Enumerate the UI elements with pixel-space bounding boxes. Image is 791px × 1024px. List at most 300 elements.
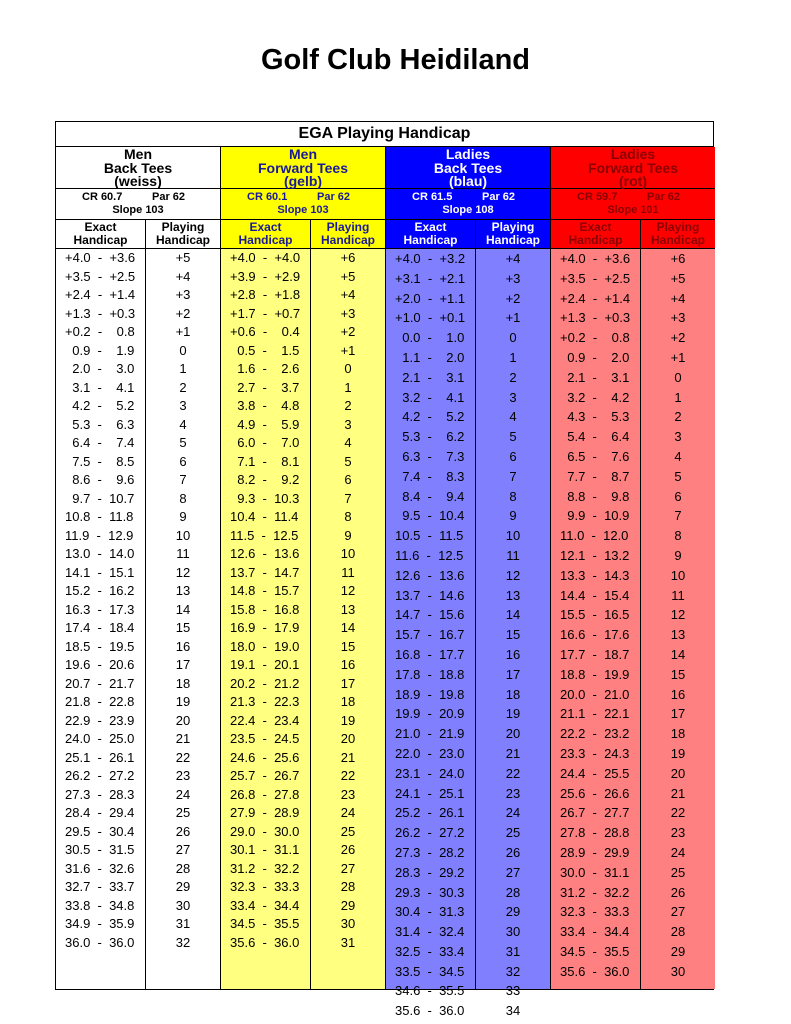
exact-handicap-range: 34.9 - 35.9 <box>65 916 135 931</box>
subheader-line: Playing <box>656 220 700 234</box>
playing-handicap-value: 31 <box>175 916 191 931</box>
playing-handicap-value: 26 <box>670 884 686 900</box>
exact-handicap-range: 15.7 - 16.7 <box>395 627 465 643</box>
exact-handicap-range: 5.3 - 6.2 <box>395 429 465 445</box>
playing-handicap-value: 19 <box>670 745 686 761</box>
playing-handicap-value: 4 <box>179 416 187 432</box>
group-heading-line: (blau) <box>448 173 488 189</box>
playing-handicap-value: 1 <box>179 361 187 376</box>
exact-handicap-range: 17.4 - 18.4 <box>65 620 135 635</box>
exact-handicap-range: 7.1 - 8.1 <box>230 453 300 469</box>
playing-handicap-value: 15 <box>505 627 521 643</box>
playing-handicap-value: 7 <box>344 490 352 506</box>
exact-handicap-range: 10.5 - 11.5 <box>395 528 464 544</box>
exact-handicap-header <box>386 220 476 248</box>
playing-handicap-value: 2 <box>509 369 517 385</box>
exact-handicap-range: 16.3 - 17.3 <box>65 601 135 617</box>
exact-handicap-range: 33.5 - 34.5 <box>395 963 465 979</box>
playing-handicap-value: 21 <box>670 785 686 801</box>
subheader-line: Handicap <box>155 233 210 247</box>
men-forward-tees-rating <box>221 189 385 220</box>
playing-handicap-value: 15 <box>340 638 356 654</box>
exact-handicap-range: 10.4 - 11.4 <box>230 509 299 524</box>
exact-handicap-range: 2.1 - 3.1 <box>395 369 465 385</box>
playing-handicap-value: 10 <box>505 528 521 544</box>
playing-handicap-value: 22 <box>340 768 356 783</box>
group-heading-line: (rot) <box>619 173 647 189</box>
playing-handicap-value: 26 <box>340 842 356 857</box>
exact-handicap-range: 22.2 - 23.2 <box>560 726 630 742</box>
subheader-line: Exact <box>414 220 447 234</box>
exact-handicap-range: 27.8 - 28.8 <box>560 825 630 841</box>
exact-handicap-range: 35.6 - 36.0 <box>560 963 630 979</box>
exact-handicap-range: 24.4 - 25.5 <box>560 765 630 781</box>
playing-handicap-value: +3 <box>175 287 191 302</box>
exact-handicap-range: 7.5 - 8.5 <box>65 453 135 469</box>
playing-handicap-value: 24 <box>505 805 521 821</box>
exact-handicap-range: 17.7 - 18.7 <box>560 646 630 662</box>
exact-handicap-range: 6.3 - 7.3 <box>395 448 465 464</box>
men-back-tees-header <box>56 147 220 189</box>
par-value: Par 62 <box>317 191 351 203</box>
playing-handicap-value: 11 <box>506 547 520 563</box>
exact-handicap-range: 2.1 - 3.1 <box>560 369 630 385</box>
exact-handicap-range: 20.0 - 21.0 <box>560 686 630 702</box>
playing-handicap-value: 5 <box>509 429 517 445</box>
playing-handicap-value: 27 <box>670 904 686 920</box>
exact-handicap-column <box>221 249 311 989</box>
exact-handicap-range: 17.8 - 18.8 <box>395 666 465 682</box>
group-heading-line: Ladies <box>610 146 656 162</box>
playing-handicap-value: 17 <box>340 675 356 691</box>
playing-handicap-value: 23 <box>175 768 191 783</box>
exact-handicap-range: 21.1 - 22.1 <box>560 706 630 722</box>
playing-handicap-value: 0 <box>674 369 682 385</box>
exact-handicap-range: 4.9 - 5.9 <box>230 416 300 432</box>
ladies-back-tees-rating <box>386 189 550 220</box>
exact-handicap-range: 15.2 - 16.2 <box>65 583 135 598</box>
exact-handicap-range: 23.5 - 24.5 <box>230 731 300 746</box>
course-rating: CR 59.7 <box>577 191 618 203</box>
course-rating: CR 60.1 <box>247 191 288 203</box>
playing-handicap-value: 24 <box>670 844 686 860</box>
exact-handicap-range: 14.4 - 15.4 <box>560 587 630 603</box>
exact-handicap-range: +1.0 - +0.1 <box>395 310 466 326</box>
playing-handicap-value: 4 <box>344 435 352 450</box>
playing-handicap-value: 16 <box>505 646 521 662</box>
playing-handicap-value: 2 <box>344 398 352 413</box>
playing-handicap-value: 21 <box>175 731 191 746</box>
playing-handicap-value: 18 <box>505 686 521 702</box>
exact-handicap-range: 9.7 - 10.7 <box>65 490 135 506</box>
exact-handicap-range: 1.6 - 2.6 <box>230 361 300 376</box>
playing-handicap-value: 11 <box>341 564 355 580</box>
playing-handicap-column <box>476 249 550 1019</box>
playing-handicap-value: 11 <box>671 587 685 603</box>
group-heading-line: Men <box>124 146 152 162</box>
playing-handicap-value: 28 <box>505 884 521 900</box>
exact-handicap-range: 25.7 - 26.7 <box>230 768 300 783</box>
playing-handicap-value: 24 <box>340 805 356 820</box>
playing-handicap-value: 17 <box>670 706 686 722</box>
exact-handicap-range: 8.8 - 9.8 <box>560 488 630 504</box>
exact-handicap-range: 3.2 - 4.2 <box>560 389 630 405</box>
playing-handicap-header <box>146 220 220 248</box>
exact-handicap-range: 6.0 - 7.0 <box>230 435 300 450</box>
exact-handicap-range: 22.9 - 23.9 <box>65 712 135 728</box>
exact-handicap-range: 32.5 - 33.4 <box>395 943 465 959</box>
playing-handicap-value: 2 <box>674 409 682 425</box>
exact-handicap-range: 13.7 - 14.6 <box>395 587 465 603</box>
exact-handicap-range: 27.9 - 28.9 <box>230 805 300 820</box>
playing-handicap-value: 8 <box>674 528 682 544</box>
playing-handicap-value: +2 <box>175 305 191 321</box>
group-heading-line: (gelb) <box>283 173 323 189</box>
playing-handicap-value: 25 <box>340 823 356 839</box>
exact-handicap-range: 23.3 - 24.3 <box>560 745 630 761</box>
slope-value: Slope 103 <box>112 204 164 216</box>
exact-handicap-header <box>221 220 311 248</box>
playing-handicap-value: 3 <box>509 389 517 405</box>
exact-handicap-range: 30.0 - 31.1 <box>560 864 630 880</box>
playing-handicap-value: 6 <box>344 472 352 487</box>
playing-handicap-value: 9 <box>509 508 517 524</box>
playing-handicap-value: 29 <box>505 904 521 920</box>
playing-handicap-value: 10 <box>670 567 686 583</box>
playing-handicap-value: 10 <box>340 546 356 561</box>
playing-handicap-value: 4 <box>509 409 517 425</box>
exact-handicap-range: 11.9 - 12.9 <box>65 527 134 543</box>
playing-handicap-value: +6 <box>670 251 686 266</box>
playing-handicap-value: 10 <box>175 527 191 543</box>
exact-handicap-range: 33.4 - 34.4 <box>560 924 630 940</box>
exact-handicap-range: 20.7 - 21.7 <box>65 675 135 691</box>
exact-handicap-range: +2.4 - +1.4 <box>560 290 631 306</box>
exact-handicap-range: 11.5 - 12.5 <box>230 527 299 543</box>
playing-handicap-value: 2 <box>179 379 187 395</box>
exact-handicap-range: 3.2 - 4.1 <box>395 389 465 405</box>
exact-handicap-range: 5.4 - 6.4 <box>560 429 630 445</box>
playing-handicap-value: 19 <box>505 706 521 722</box>
subheader-line: Handicap <box>73 233 128 247</box>
playing-handicap-value: +2 <box>505 290 521 306</box>
playing-handicap-value: 7 <box>509 468 517 484</box>
group-heading-line: Forward Tees <box>258 159 348 176</box>
playing-handicap-value: 25 <box>505 825 521 841</box>
subheader-line: Handicap <box>568 233 623 247</box>
exact-handicap-range: 22.0 - 23.0 <box>395 745 465 761</box>
ladies-back-tees-header <box>386 147 550 189</box>
playing-handicap-value: 20 <box>670 765 686 781</box>
exact-handicap-range: 32.7 - 33.7 <box>65 879 135 894</box>
exact-handicap-range: 19.9 - 20.9 <box>395 706 465 722</box>
playing-handicap-value: 30 <box>505 924 521 940</box>
subheader-line: Exact <box>249 220 282 234</box>
group-heading-line: (weiss) <box>114 173 162 189</box>
men-back-tees-body <box>56 249 220 989</box>
exact-handicap-range: 27.3 - 28.3 <box>65 786 135 802</box>
subheader-line: Handicap <box>238 233 293 247</box>
playing-handicap-value: +2 <box>340 324 356 339</box>
exact-handicap-range: 9.5 - 10.4 <box>395 508 465 524</box>
ladies-forward-tees-group <box>551 147 715 990</box>
subheader-line: Exact <box>84 220 117 234</box>
exact-handicap-range: 21.0 - 21.9 <box>395 726 465 742</box>
exact-handicap-range: 11.6 - 12.5 <box>395 547 464 563</box>
exact-handicap-range: 30.1 - 31.1 <box>230 842 300 857</box>
playing-handicap-value: 31 <box>505 943 521 959</box>
exact-handicap-range: 33.4 - 34.4 <box>230 897 300 913</box>
playing-handicap-value: 33 <box>505 983 521 999</box>
exact-handicap-range: 25.6 - 26.6 <box>560 785 630 801</box>
playing-handicap-value: 13 <box>505 587 521 603</box>
playing-handicap-value: 28 <box>340 879 356 894</box>
exact-handicap-range: 29.3 - 30.3 <box>395 884 465 900</box>
playing-handicap-value: +6 <box>340 250 356 265</box>
exact-handicap-range: 12.1 - 13.2 <box>560 547 630 563</box>
playing-handicap-value: 7 <box>179 472 187 487</box>
playing-handicap-value: 16 <box>175 638 191 654</box>
exact-handicap-range: 18.8 - 19.9 <box>560 666 630 682</box>
exact-handicap-range: 4.2 - 5.2 <box>65 398 135 413</box>
playing-handicap-value: +4 <box>670 290 686 306</box>
subheader-line: Playing <box>161 220 205 234</box>
playing-handicap-header <box>311 220 385 248</box>
playing-handicap-column <box>641 249 715 989</box>
exact-handicap-range: 7.4 - 8.3 <box>395 468 465 484</box>
exact-handicap-range: +3.9 - +2.9 <box>230 268 301 284</box>
group-heading-line: Back Tees <box>433 159 503 176</box>
exact-handicap-range: 31.2 - 32.2 <box>560 884 630 900</box>
exact-handicap-range: 16.8 - 17.7 <box>395 646 465 662</box>
exact-handicap-range: 26.7 - 27.7 <box>560 805 630 821</box>
exact-handicap-range: 16.6 - 17.6 <box>560 627 630 643</box>
exact-handicap-range: 19.6 - 20.6 <box>65 657 135 672</box>
playing-handicap-value: 32 <box>175 934 191 950</box>
playing-handicap-value: 9 <box>344 527 352 543</box>
exact-handicap-range: 29.0 - 30.0 <box>230 823 300 839</box>
playing-handicap-value: 1 <box>674 389 682 405</box>
playing-handicap-value: +5 <box>670 270 686 286</box>
exact-handicap-range: 3.8 - 4.8 <box>230 398 300 413</box>
exact-handicap-range: 12.6 - 13.6 <box>230 546 300 561</box>
exact-handicap-range: 2.7 - 3.7 <box>230 379 300 395</box>
exact-handicap-range: 2.0 - 3.0 <box>65 361 135 376</box>
exact-handicap-range: +0.2 - 0.8 <box>560 330 630 346</box>
exact-handicap-range: 9.9 - 10.9 <box>560 508 630 524</box>
exact-handicap-range: 31.4 - 32.4 <box>395 924 465 940</box>
exact-handicap-range: +2.0 - +1.1 <box>395 290 466 306</box>
exact-handicap-range: 1.1 - 2.0 <box>395 349 465 365</box>
playing-handicap-value: 27 <box>175 842 191 857</box>
playing-handicap-value: 20 <box>175 712 191 728</box>
exact-handicap-range: 28.9 - 29.9 <box>560 844 630 860</box>
exact-handicap-range: 32.3 - 33.3 <box>560 904 630 920</box>
exact-handicap-range: 9.3 - 10.3 <box>230 490 300 506</box>
ladies-forward-tees-body <box>551 249 715 989</box>
playing-handicap-value: 8 <box>509 488 517 504</box>
par-value: Par 62 <box>647 191 681 203</box>
playing-handicap-value: 15 <box>175 620 191 635</box>
playing-handicap-value: 21 <box>505 745 521 761</box>
playing-handicap-value: 14 <box>175 601 191 617</box>
playing-handicap-header <box>476 220 550 248</box>
playing-handicap-value: +5 <box>175 250 191 265</box>
exact-handicap-column <box>386 249 476 1019</box>
playing-handicap-value: 0 <box>509 330 517 346</box>
exact-handicap-range: 27.3 - 28.2 <box>395 844 465 860</box>
exact-handicap-range: 36.0 - 36.0 <box>65 934 135 950</box>
exact-handicap-range: 26.8 - 27.8 <box>230 786 300 802</box>
playing-handicap-value: +3 <box>340 305 356 321</box>
exact-handicap-range: 3.1 - 4.1 <box>65 379 135 395</box>
exact-handicap-range: 26.2 - 27.2 <box>65 768 135 783</box>
exact-handicap-range: 21.8 - 22.8 <box>65 694 135 709</box>
exact-handicap-range: 24.0 - 25.0 <box>65 731 135 746</box>
exact-handicap-range: 25.2 - 26.1 <box>395 805 465 821</box>
playing-handicap-value: 13 <box>670 627 686 643</box>
playing-handicap-value: +5 <box>340 268 356 284</box>
group-heading-line: Men <box>289 146 317 162</box>
ladies-forward-tees-rating <box>551 189 715 220</box>
playing-handicap-value: 13 <box>340 601 356 617</box>
exact-handicap-range: 33.8 - 34.8 <box>65 897 135 913</box>
playing-handicap-value: +1 <box>505 310 521 326</box>
playing-handicap-value: 14 <box>670 646 686 662</box>
playing-handicap-value: 11 <box>176 546 190 561</box>
playing-handicap-value: 12 <box>505 567 521 583</box>
exact-handicap-range: +3.1 - +2.1 <box>395 270 466 286</box>
exact-handicap-column <box>551 249 641 989</box>
playing-handicap-value: 15 <box>670 666 686 682</box>
group-heading-line: Back Tees <box>103 159 173 176</box>
exact-handicap-range: 28.4 - 29.4 <box>65 805 135 820</box>
men-forward-tees-subheader <box>221 220 385 249</box>
playing-handicap-value: 7 <box>674 508 682 524</box>
playing-handicap-value: 18 <box>175 675 191 691</box>
ladies-forward-tees-header <box>551 147 715 189</box>
exact-handicap-range: 31.2 - 32.2 <box>230 860 300 876</box>
slope-value: Slope 108 <box>442 204 494 216</box>
playing-handicap-value: 9 <box>179 509 187 524</box>
playing-handicap-value: 0 <box>179 342 187 358</box>
exact-handicap-range: 14.8 - 15.7 <box>230 583 300 598</box>
playing-handicap-value: 6 <box>674 488 682 504</box>
exact-handicap-range: 35.6 - 36.0 <box>395 1003 465 1019</box>
exact-handicap-range: 32.3 - 33.3 <box>230 879 300 894</box>
playing-handicap-value: 24 <box>175 786 191 802</box>
exact-handicap-range: 12.6 - 13.6 <box>395 567 465 583</box>
playing-handicap-value: +4 <box>505 251 521 266</box>
exact-handicap-range: +4.0 - +3.6 <box>65 250 136 265</box>
exact-handicap-range: +2.4 - +1.4 <box>65 287 136 302</box>
men-forward-tees-body <box>221 249 385 989</box>
exact-handicap-range: 26.2 - 27.2 <box>395 825 465 841</box>
exact-handicap-range: 18.5 - 19.5 <box>65 638 135 654</box>
playing-handicap-value: +4 <box>175 268 191 284</box>
exact-handicap-range: 6.5 - 7.6 <box>560 448 630 464</box>
par-value: Par 62 <box>152 191 186 203</box>
playing-handicap-value: 5 <box>674 468 682 484</box>
playing-handicap-value: 18 <box>340 694 356 709</box>
exact-handicap-range: 34.5 - 35.5 <box>560 943 630 959</box>
playing-handicap-value: 20 <box>505 726 521 742</box>
playing-handicap-value: 8 <box>179 490 187 506</box>
playing-handicap-value: 32 <box>505 963 521 979</box>
playing-handicap-value: 27 <box>340 860 356 876</box>
playing-handicap-value: 25 <box>175 805 191 820</box>
playing-handicap-value: 17 <box>175 657 191 672</box>
exact-handicap-range: 24.6 - 25.6 <box>230 749 300 765</box>
slope-value: Slope 101 <box>607 204 659 216</box>
exact-handicap-range: 6.4 - 7.4 <box>65 435 135 450</box>
playing-handicap-value: 26 <box>505 844 521 860</box>
exact-handicap-range: 0.9 - 2.0 <box>560 349 630 365</box>
playing-handicap-value: 18 <box>670 726 686 742</box>
group-heading-line: Ladies <box>445 146 491 162</box>
playing-handicap-value: 19 <box>175 694 191 709</box>
playing-handicap-value: 5 <box>179 435 187 450</box>
subheader-line: Handicap <box>650 233 705 247</box>
playing-handicap-value: 1 <box>344 379 352 395</box>
ladies-forward-tees-subheader <box>551 220 715 249</box>
playing-handicap-header <box>641 220 715 248</box>
playing-handicap-value: 16 <box>670 686 686 702</box>
exact-handicap-header <box>551 220 641 248</box>
exact-handicap-range: 28.3 - 29.2 <box>395 864 465 880</box>
playing-handicap-value: 3 <box>179 398 187 413</box>
playing-handicap-value: 14 <box>505 607 521 623</box>
playing-handicap-value: 26 <box>175 823 191 839</box>
exact-handicap-range: +1.3 - +0.3 <box>65 305 136 321</box>
playing-handicap-value: 12 <box>340 583 356 598</box>
subheader-line: Playing <box>491 220 535 234</box>
playing-handicap-value: 5 <box>344 453 352 469</box>
playing-handicap-value: +2 <box>670 330 686 346</box>
table-banner: EGA Playing Handicap <box>56 122 713 147</box>
playing-handicap-value: 1 <box>509 349 517 365</box>
exact-handicap-range: 22.4 - 23.4 <box>230 712 300 728</box>
exact-handicap-range: 13.7 - 14.7 <box>230 564 300 580</box>
exact-handicap-range: 30.5 - 31.5 <box>65 842 135 857</box>
men-forward-tees-group <box>221 147 386 990</box>
exact-handicap-range: 15.5 - 16.5 <box>560 607 630 623</box>
exact-handicap-range: 15.8 - 16.8 <box>230 601 300 617</box>
exact-handicap-range: 13.3 - 14.3 <box>560 567 630 583</box>
playing-handicap-column <box>311 249 385 989</box>
playing-handicap-value: 0 <box>344 361 352 376</box>
exact-handicap-range: 10.8 - 11.8 <box>65 509 134 524</box>
ladies-back-tees-subheader <box>386 220 550 249</box>
exact-handicap-range: 8.6 - 9.6 <box>65 472 135 487</box>
playing-handicap-value: 8 <box>344 509 352 524</box>
exact-handicap-range: +0.2 - 0.8 <box>65 324 135 339</box>
playing-handicap-value: 30 <box>340 916 356 931</box>
playing-handicap-value: 22 <box>175 749 191 765</box>
subheader-line: Playing <box>326 220 370 234</box>
exact-handicap-header <box>56 220 146 248</box>
playing-handicap-value: +1 <box>340 342 356 358</box>
men-back-tees-rating <box>56 189 220 220</box>
exact-handicap-range: 5.3 - 6.3 <box>65 416 135 432</box>
exact-handicap-range: +1.7 - +0.7 <box>230 305 301 321</box>
playing-handicap-value: +3 <box>505 270 521 286</box>
playing-handicap-value: 12 <box>670 607 686 623</box>
playing-handicap-value: 30 <box>670 963 686 979</box>
playing-handicap-value: 6 <box>509 448 517 464</box>
exact-handicap-range: 29.5 - 30.4 <box>65 823 135 839</box>
course-rating: CR 60.7 <box>82 191 123 203</box>
